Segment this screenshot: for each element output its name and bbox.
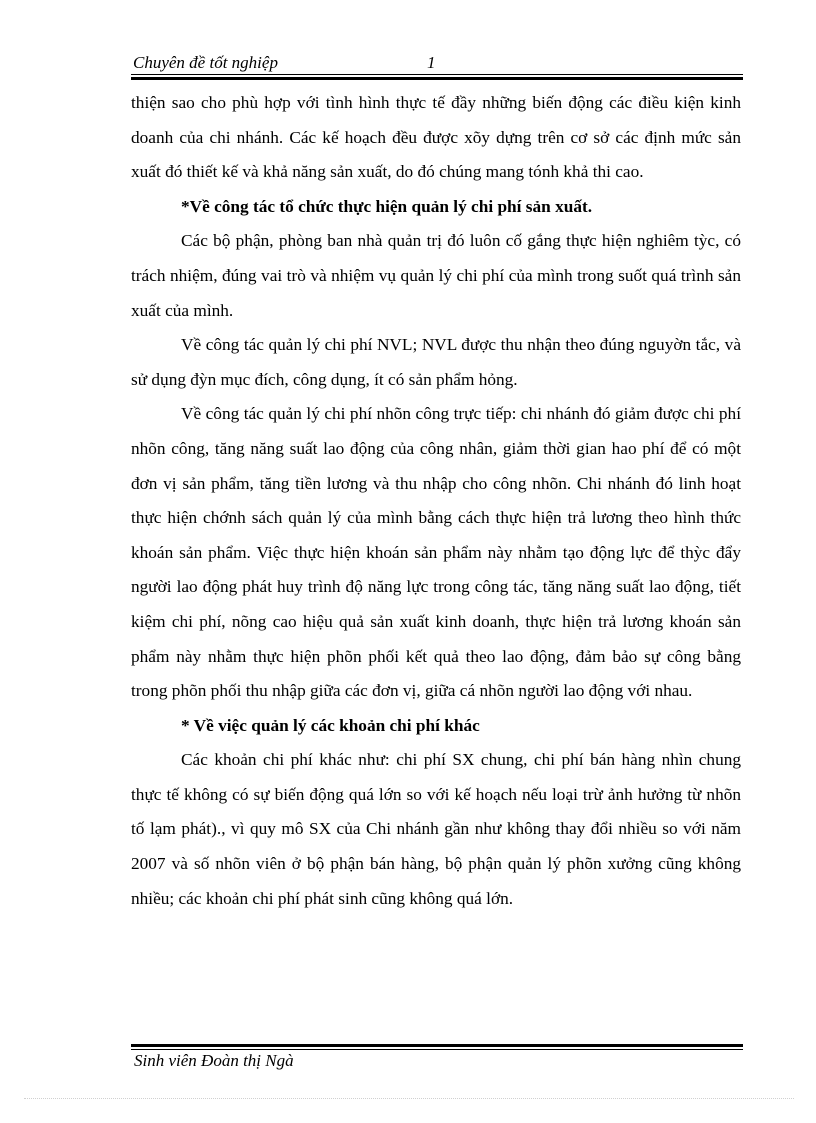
paragraph: Về công tác quản lý chi phí nhõn công trực tiếp: chi nhánh đó giảm được chi phí nhõn công, tăng năng suất lao động của công nhân, giảm thời gian hao phí để có một đơn vị sản phẩm, tăng tiền lương và thu nhập cho công nhõn. Chi nhánh đó linh hoạt thực hiện chớnh sách quản lý của mình bằng cách thực hiện trả lương theo hình thức khoán sản phẩm. Việc thực hiện khoán sản phẩm này nhằm tạo động lực để thỳc đẩy người lao động phát huy trình độ năng lực trong công tác, tăng năng suất lao động, tiết kiệm chi phí, nõng cao hiệu quả sản xuất kinh doanh, thực hiện trả lương khoán sản phẩm này nhằm thực hiện phõn phối kết quả theo lao động, đảm bảo sự công bằng trong phõn phối thu nhập giữa các đơn vị, giữa cá nhõn người lao động với nhau.: [131, 404, 741, 701]
section-heading: *Về công tác tổ chức thực hiện quản lý chi phí sản xuất.: [181, 196, 593, 216]
header-rule-thin: [131, 74, 743, 75]
document-body: [131, 86, 741, 916]
header-title: Chuyên đề tốt nghiệp: [133, 53, 278, 72]
page-number: 1: [427, 53, 436, 72]
page-header: [131, 53, 743, 75]
paragraph: Các khoản chi phí khác như: chi phí SX chung, chi phí bán hàng nhìn chung thực tế không có sự biến động quá lớn so với kế hoạch nếu loại trừ ảnh hưởng từ nhõn tố lạm phát)., vì quy mô SX của Chi nhánh gần như không thay đổi nhiều so với năm 2007 và số nhõn viên ở bộ phận bán hàng, bộ phận quản lý phõn xưởng cũng không nhiều; các khoản chi phí phát sinh cũng không quá lớn.: [131, 750, 741, 908]
section-heading: * Về việc quản lý các khoản chi phí khác: [181, 715, 480, 735]
paragraph: thiện sao cho phù hợp với tình hình thực tế đầy những biến động các điều kiện kinh doanh của chi nhánh. Các kế hoạch đều được xõy dựng trên cơ sở các định mức sản xuất đó thiết kế và khả năng sản xuất, do đó chúng mang tónh khả thi cao.: [131, 93, 741, 182]
page-footer: Sinh viên Đoàn thị Ngà: [134, 1051, 294, 1070]
footer-rule-thin: [131, 1049, 743, 1050]
page-edge-dotted-line: [24, 1098, 794, 1099]
header-rule-thick: [131, 77, 743, 80]
paragraph: Các bộ phận, phòng ban nhà quản trị đó luôn cố gắng thực hiện nghiêm tỳc, có trách nhiệm, đúng vai trò và nhiệm vụ quản lý chi phí của mình trong suốt quá trình sản xuất của mình.: [131, 231, 741, 320]
paragraph: Về công tác quản lý chi phí NVL; NVL được thu nhận theo đúng nguyờn tắc, và sử dụng đỳn mục đích, công dụng, ít có sản phẩm hỏng.: [131, 335, 741, 389]
footer-rule-thick: [131, 1044, 743, 1047]
